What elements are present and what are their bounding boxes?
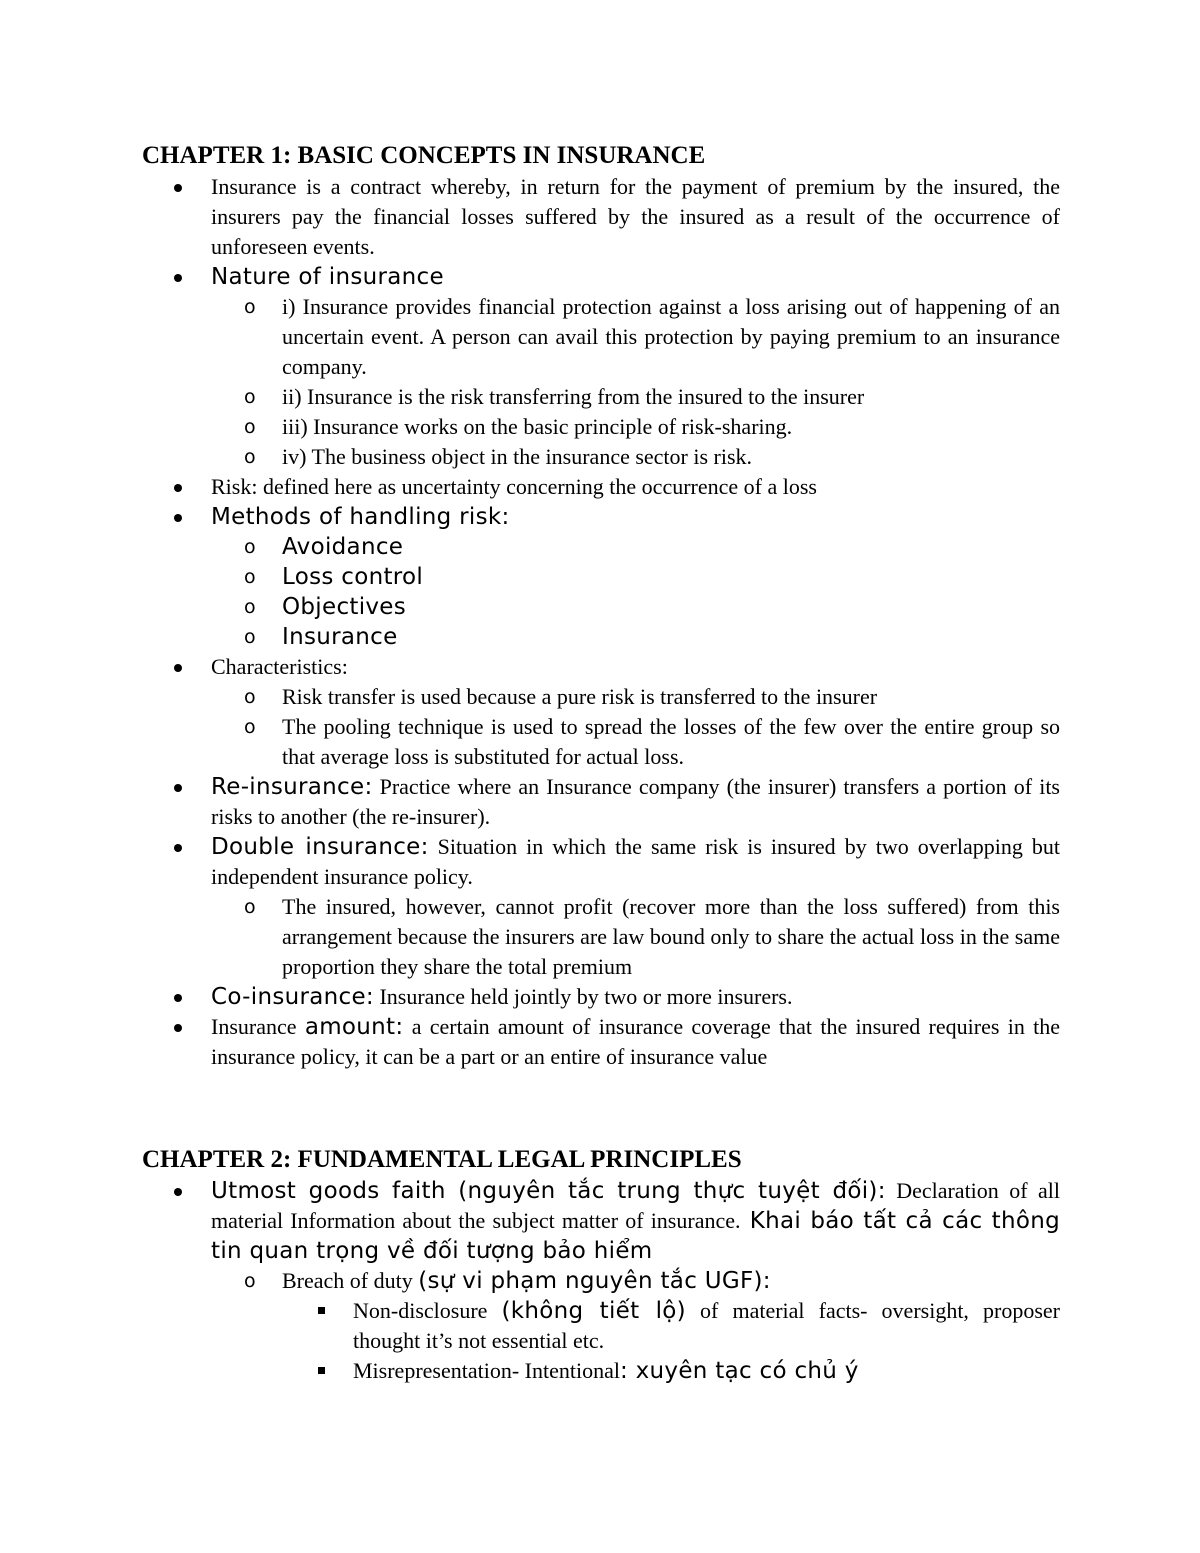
risk-definition: Risk: defined here as uncertainty concerning the occurrence of a loss <box>211 474 817 499</box>
list-item <box>142 772 1060 832</box>
utmost-sublist <box>142 1266 1060 1386</box>
misrep-prefix: Misrepresentation- Intentional <box>353 1358 620 1383</box>
double-insurance-term: Double insurance: <box>211 834 429 860</box>
list-item <box>211 532 1060 562</box>
nature-sublist <box>142 292 1060 472</box>
list-item <box>211 1266 1060 1386</box>
characteristics-sublist <box>142 682 1060 772</box>
nondisclosure-vietnamese: (không tiết lộ) <box>501 1298 686 1324</box>
list-item <box>282 1356 1060 1386</box>
method-item: Objectives <box>282 594 407 620</box>
list-item <box>142 982 1060 1012</box>
list-item <box>142 1012 1060 1072</box>
amount-text: a certain amount of insurance coverage that the insured requires in the insurance policy, it can be a part or an entire of insurance value <box>211 1014 1060 1069</box>
document-page <box>142 140 1060 1386</box>
nondisclosure-prefix: Non-disclosure <box>353 1298 502 1323</box>
reinsurance-text: Practice where an Insurance company (the insurer) transfers a portion of its risks to another (the re-insurer). <box>211 774 1060 829</box>
list-item <box>211 442 1060 472</box>
coinsurance-term: Co-insurance: <box>211 984 374 1010</box>
chapter-1-list <box>142 172 1060 1072</box>
breach-vietnamese: (sự vi phạm nguyên tắc UGF): <box>418 1268 771 1294</box>
nature-item: iii) Insurance works on the basic principle of risk-sharing. <box>282 414 793 439</box>
chapter-1-title: CHAPTER 1: BASIC CONCEPTS IN INSURANCE <box>142 142 706 169</box>
method-item: Avoidance <box>282 534 404 560</box>
breach-sublist <box>211 1296 1060 1386</box>
utmost-text: Declaration of all material Information about the subject matter of insurance. <box>211 1178 1060 1233</box>
list-item <box>142 1176 1060 1386</box>
insurance-definition: Insurance is a contract whereby, in return for the payment of premium by the insured, the insurers pay the financial losses suffered by the insured as a result of the occurrence of unforeseen events. <box>211 174 1060 259</box>
list-item <box>211 292 1060 382</box>
chapter-2-title: CHAPTER 2: FUNDAMENTAL LEGAL PRINCIPLES <box>142 1146 742 1173</box>
reinsurance-term: Re-insurance: <box>211 774 373 800</box>
method-item: Insurance <box>282 624 398 650</box>
list-item <box>142 172 1060 262</box>
misrep-vietnamese: : xuyên tạc có chủ ý <box>619 1358 859 1384</box>
double-insurance-sublist <box>142 892 1060 982</box>
list-item <box>142 832 1060 982</box>
list-item <box>282 1296 1060 1356</box>
coinsurance-text: Insurance held jointly by two or more insurers. <box>373 984 793 1009</box>
list-item <box>211 562 1060 592</box>
list-item <box>211 412 1060 442</box>
list-item <box>142 472 1060 502</box>
nature-item: ii) Insurance is the risk transferring from the insured to the insurer <box>282 384 865 409</box>
list-item <box>211 892 1060 982</box>
list-item <box>211 382 1060 412</box>
nature-label: Nature of insurance <box>211 264 444 290</box>
utmost-vietnamese: Khai báo tất cả các thông tin quan trọng về đối tượng bảo hiểm <box>211 1208 1060 1264</box>
list-item <box>142 652 1060 772</box>
list-item <box>211 712 1060 772</box>
double-insurance-text: Situation in which the same risk is insured by two overlapping but independent insurance policy. <box>211 834 1060 889</box>
characteristic-item: Risk transfer is used because a pure risk is transferred to the insurer <box>282 684 878 709</box>
double-insurance-note: The insured, however, cannot profit (recover more than the loss suffered) from this arrangement because the insurers are law bound only to share the actual loss in the same proportion they share the total premium <box>282 894 1060 979</box>
list-item <box>211 592 1060 622</box>
methods-sublist <box>142 532 1060 652</box>
methods-label: Methods of handling risk: <box>211 504 510 530</box>
amount-prefix: Insurance <box>211 1014 305 1039</box>
nondisclosure-text: of material facts- oversight, proposer thought it’s not essential etc. <box>353 1298 1060 1353</box>
characteristics-label: Characteristics: <box>211 654 348 679</box>
nature-item: iv) The business object in the insurance sector is risk. <box>282 444 753 469</box>
utmost-term: Utmost goods faith (nguyên tắc trung thực tuyệt đối): <box>211 1178 886 1204</box>
chapter-2-list <box>142 1176 1060 1386</box>
method-item: Loss control <box>282 564 424 590</box>
breach-prefix: Breach of duty <box>282 1268 419 1293</box>
list-item <box>142 502 1060 652</box>
list-item <box>211 682 1060 712</box>
characteristic-item: The pooling technique is used to spread the losses of the few over the entire group so that average loss is substituted for actual loss. <box>282 714 1060 769</box>
list-item <box>211 622 1060 652</box>
nature-item: i) Insurance provides financial protection against a loss arising out of happening of an uncertain event. A person can avail this protection by paying premium to an insurance company. <box>282 294 1060 379</box>
amount-term: amount: <box>304 1014 404 1040</box>
list-item <box>142 262 1060 472</box>
